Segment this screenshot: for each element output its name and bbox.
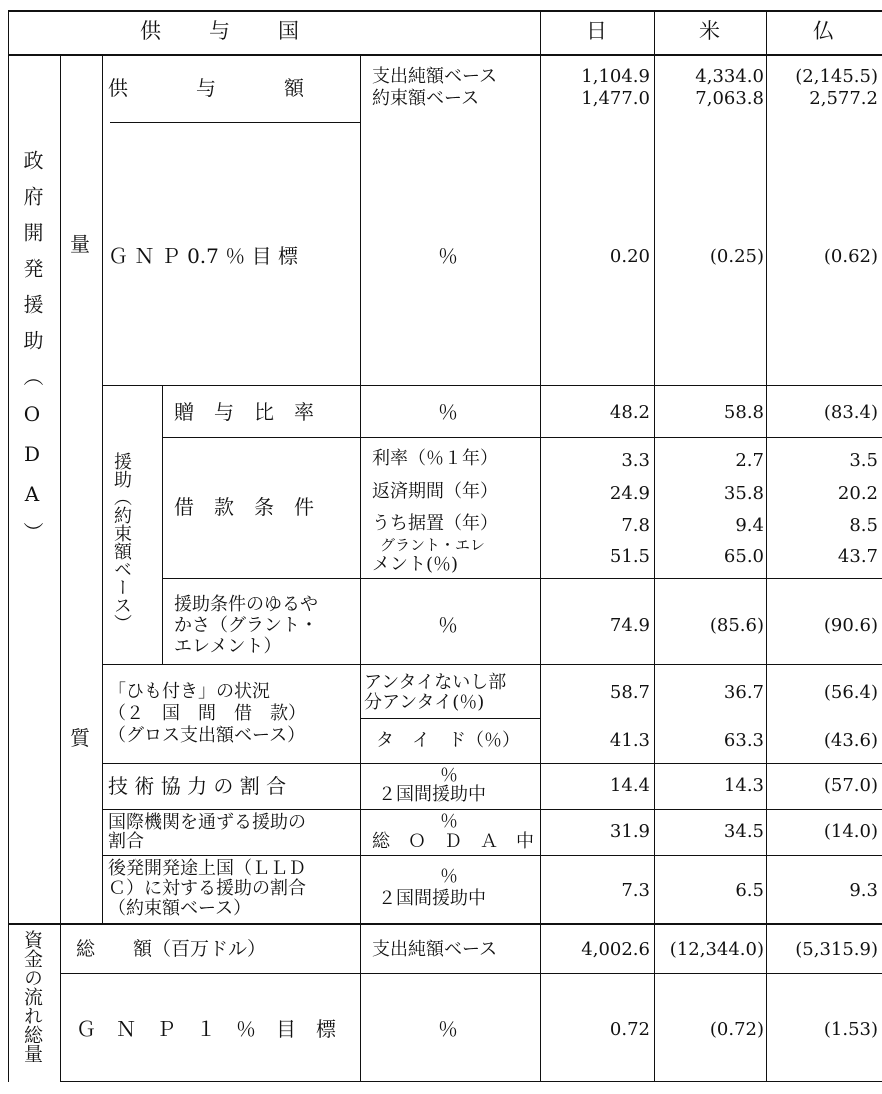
rule	[540, 10, 541, 1082]
leniency-label-line3: エレメント）	[174, 636, 282, 657]
lldc-fr: 9.3	[849, 880, 878, 901]
loan-repay-unit: 返済期間（年）	[372, 481, 498, 502]
tied-fr: (43.6)	[823, 730, 878, 751]
gnp1-fr: (1.53)	[823, 1019, 878, 1040]
total-us: (12,344.0)	[669, 939, 764, 960]
intl-label-line2: 割合	[108, 831, 144, 852]
header-country-japan: 日	[586, 19, 607, 43]
loan-terms-label: 借 款 条 件	[174, 495, 314, 519]
rule	[102, 763, 882, 764]
rule	[162, 386, 163, 664]
tied-label-line2: （２ 国 間 借 款）	[108, 703, 306, 724]
loan-interest-jp: 3.3	[621, 450, 650, 471]
loan-ge-unit-line2: メント(％)	[372, 554, 459, 575]
lldc-jp: 7.3	[621, 880, 650, 901]
amount-jp-commit: 1,477.0	[581, 88, 650, 109]
total-label: 総 額（百万ドル）	[76, 938, 267, 960]
loan-ge-jp: 51.5	[609, 546, 650, 567]
amount-fr-net: (2,145.5)	[795, 66, 878, 87]
lldc-label-line1: 後発開発途上国（ＬＬＤ	[108, 858, 306, 879]
rule	[102, 385, 882, 386]
tied-label-line1: 「ひも付き」の状況	[108, 681, 270, 702]
untied-unit-line1: アンタイないし部	[364, 672, 507, 693]
gnp1-us: (0.72)	[709, 1019, 764, 1040]
intl-label-line1: 国際機関を通ずる援助の	[108, 812, 306, 833]
untied-jp: 58.7	[609, 682, 650, 703]
lldc-label-line3: （約束額ベース）	[108, 898, 252, 919]
gnp1-unit: ％	[438, 1017, 458, 1041]
rule-top	[8, 10, 882, 12]
intl-unit-line2: 総 Ｏ Ｄ Ａ 中	[372, 831, 534, 852]
intl-jp: 31.9	[609, 821, 650, 842]
grant-ratio-label: 贈 与 比 率	[174, 400, 314, 424]
amount-us-commit: 7,063.8	[695, 88, 764, 109]
rule	[360, 718, 540, 719]
untied-fr: (56.4)	[823, 682, 878, 703]
rule-left	[8, 10, 9, 1082]
intl-us: 34.5	[723, 821, 764, 842]
intl-unit-line1: ％	[440, 811, 458, 832]
techcoop-unit-line1: ％	[440, 765, 458, 786]
total-flow-label: 資金の流れ総量	[21, 930, 43, 1063]
header-donor-label: 供 与 国	[140, 19, 301, 43]
loan-repay-us: 35.8	[723, 483, 764, 504]
rule	[102, 855, 882, 856]
amount-label: 供 与 額	[108, 76, 328, 100]
rule	[60, 55, 61, 1082]
rule	[102, 55, 103, 923]
lldc-label-line2: Ｃ）に対する援助の割合	[108, 878, 306, 899]
intl-fr: (14.0)	[823, 821, 878, 842]
amount-us-net: 4,334.0	[695, 66, 764, 87]
rule	[110, 122, 360, 123]
loan-interest-unit: 利率（％１年）	[372, 448, 498, 469]
total-unit: 支出純額ベース	[372, 939, 498, 960]
rule	[360, 55, 361, 1082]
untied-us: 36.7	[723, 682, 764, 703]
loan-interest-fr: 3.5	[849, 450, 878, 471]
gnp1-jp: 0.72	[609, 1019, 650, 1040]
rule	[766, 10, 767, 1082]
gnp07-jp: 0.20	[609, 246, 650, 267]
loan-repay-jp: 24.9	[609, 483, 650, 504]
header-country-us: 米	[699, 19, 720, 43]
tied-label-line3: （グロス支出額ベース）	[108, 725, 306, 746]
lldc-us: 6.5	[735, 880, 764, 901]
amount-unit-net: 支出純額ベース	[372, 66, 498, 87]
loan-grace-us: 9.4	[735, 515, 764, 536]
grant-ratio-jp: 48.2	[609, 402, 650, 423]
gnp07-unit: ％	[438, 244, 458, 268]
rule	[102, 664, 882, 665]
rule	[102, 809, 882, 810]
leniency-us: (85.6)	[709, 615, 764, 636]
loan-ge-fr: 43.7	[837, 546, 878, 567]
loan-interest-us: 2.7	[735, 450, 764, 471]
lldc-unit-line2: ２国間援助中	[378, 888, 486, 909]
rule	[60, 973, 882, 974]
leniency-fr: (90.6)	[823, 615, 878, 636]
techcoop-us: 14.3	[723, 775, 764, 796]
loan-repay-fr: 20.2	[837, 483, 878, 504]
amount-fr-commit: 2,577.2	[809, 88, 878, 109]
lldc-unit-line1: ％	[440, 866, 458, 887]
total-fr: (5,315.9)	[795, 939, 878, 960]
techcoop-jp: 14.4	[609, 775, 650, 796]
loan-ge-unit-line1: グラント・エレ	[380, 536, 486, 554]
rule	[162, 437, 882, 438]
rule-total-section	[8, 923, 882, 925]
grant-ratio-us: 58.8	[723, 402, 764, 423]
group-quantity-label: 量	[70, 232, 90, 256]
rule	[654, 10, 655, 1082]
techcoop-unit-line2: ２国間援助中	[378, 784, 486, 805]
group-oda-label: 政府開発援助（ODA）	[20, 150, 44, 558]
leniency-jp: 74.9	[609, 615, 650, 636]
untied-unit-line2: 分アンタイ(％)	[364, 692, 485, 713]
techcoop-label: 技 術 協 力 の 割 合	[108, 774, 287, 798]
leniency-label-line1: 援助条件のゆるや	[174, 594, 318, 615]
gnp07-fr: (0.62)	[823, 246, 878, 267]
rule-header	[8, 54, 882, 56]
rule-bottom	[60, 1081, 882, 1082]
rule	[162, 578, 882, 579]
loan-grace-unit: うち据置（年）	[372, 513, 498, 534]
header-country-france: 仏	[813, 19, 834, 43]
tied-unit: タ イ ド（％）	[376, 730, 520, 751]
gnp07-us: (0.25)	[709, 246, 764, 267]
leniency-label-line2: かさ（グラント・	[174, 615, 318, 636]
loan-ge-us: 65.0	[723, 546, 764, 567]
loan-grace-fr: 8.5	[849, 515, 878, 536]
tied-us: 63.3	[723, 730, 764, 751]
leniency-unit: ％	[438, 613, 458, 637]
tied-jp: 41.3	[609, 730, 650, 751]
grant-ratio-fr: (83.4)	[823, 402, 878, 423]
techcoop-fr: (57.0)	[823, 775, 878, 796]
amount-jp-net: 1,104.9	[581, 66, 650, 87]
grant-ratio-unit: ％	[438, 400, 458, 424]
group-quality-label: 質	[70, 726, 90, 750]
amount-unit-commit: 約束額ベース	[372, 88, 480, 109]
gnp1-label: Ｇ Ｎ Ｐ １ ％ 目 標	[76, 1017, 336, 1041]
loan-basis-label: 援助（約束額ベース）	[111, 452, 132, 632]
total-jp: 4,002.6	[581, 939, 650, 960]
gnp07-label: Ｇ Ｎ Ｐ 0.7 ％ 目 標	[108, 244, 298, 268]
loan-grace-jp: 7.8	[621, 515, 650, 536]
